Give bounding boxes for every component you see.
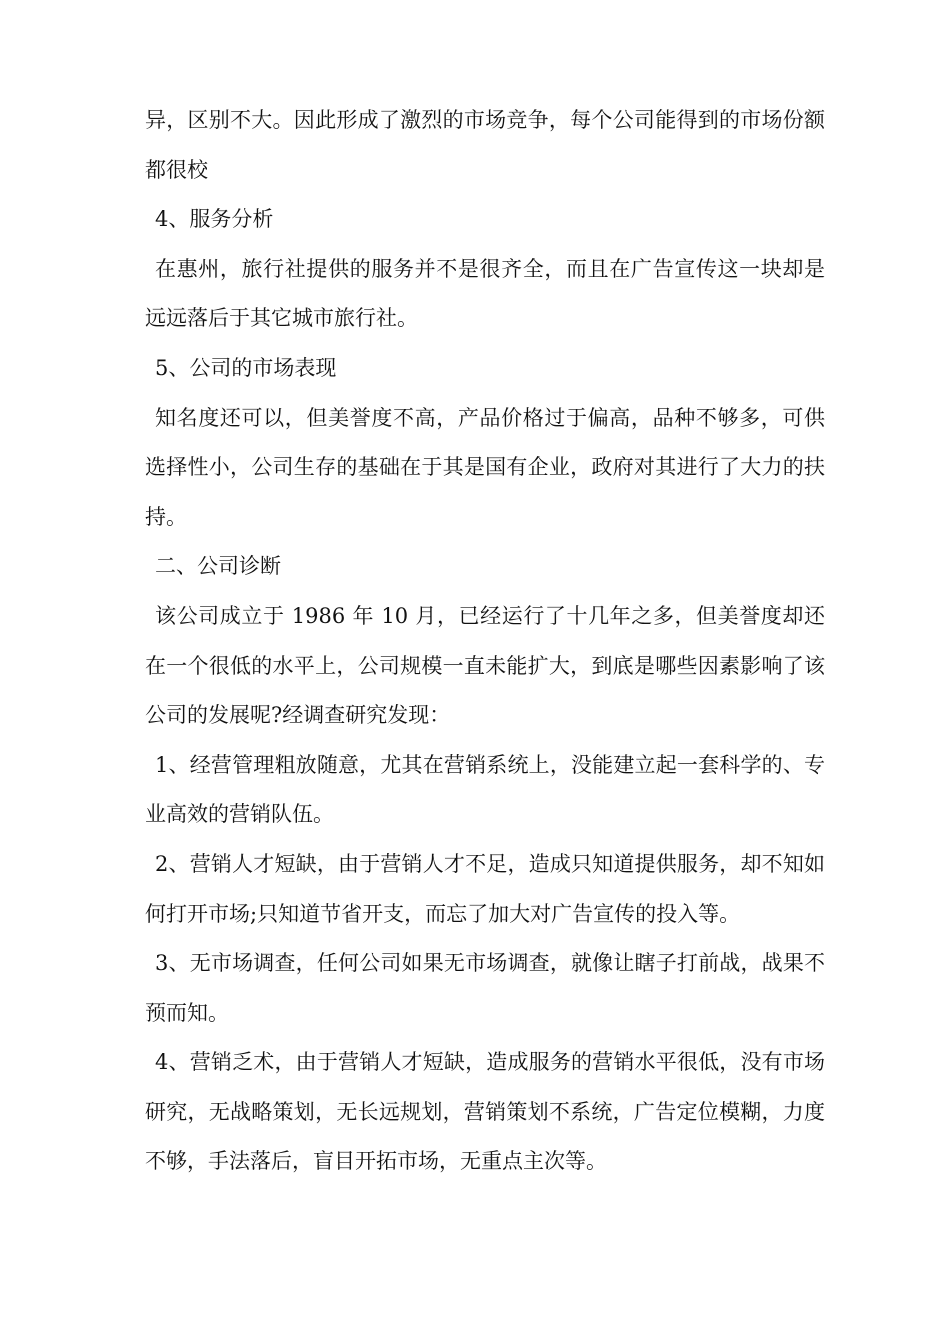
list-item-management: 1、经营管理粗放随意，尤其在营销系统上，没能建立起一套科学的、专业高效的营销队伍。 (145, 752, 825, 827)
paragraph-market-performance: 知名度还可以，但美誉度不高，产品价格过于偏高，品种不够多，可供选择性小，公司生存的基础在于其是国有企业，政府对其进行了大力的扶持。 (145, 405, 825, 529)
heading-company-diagnosis: 二、公司诊断 (155, 554, 281, 579)
paragraph-company-diagnosis: 该公司成立于 1986 年 10 月，已经运行了十几年之多，但美誉度却还在一个很低的水平上，公司规模一直未能扩大，到底是哪些因素影响了该公司的发展呢?经调查研究发现： (145, 603, 825, 728)
paragraph-market-share: 异，区别不大。因此形成了激烈的市场竞争，每个公司能得到的市场份额都很校 (145, 108, 825, 182)
heading-market-performance: 5、公司的市场表现 (155, 355, 337, 380)
paragraph-service-analysis: 在惠州，旅行社提供的服务并不是很齐全，而且在广告宣传这一块却是远远落后于其它城市旅行社。 (145, 256, 825, 331)
list-item-talent-shortage: 2、营销人才短缺，由于营销人才不足，造成只知道提供服务，却不知如何打开市场;只知道节省开支，而忘了加大对广告宣传的投入等。 (145, 851, 825, 926)
heading-service-analysis: 4、服务分析 (155, 207, 274, 232)
list-item-no-market-research: 3、无市场调查，任何公司如果无市场调查，就像让瞎子打前战，战果不预而知。 (145, 951, 825, 1025)
document-body (145, 96, 825, 1187)
list-item-poor-marketing: 4、营销乏术，由于营销人才短缺，造成服务的营销水平很低，没有市场研究，无战略策划，无长远规划，营销策划不系统，广告定位模糊，力度不够，手法落后，盲目开拓市场，无重点主次等。 (145, 1050, 825, 1174)
